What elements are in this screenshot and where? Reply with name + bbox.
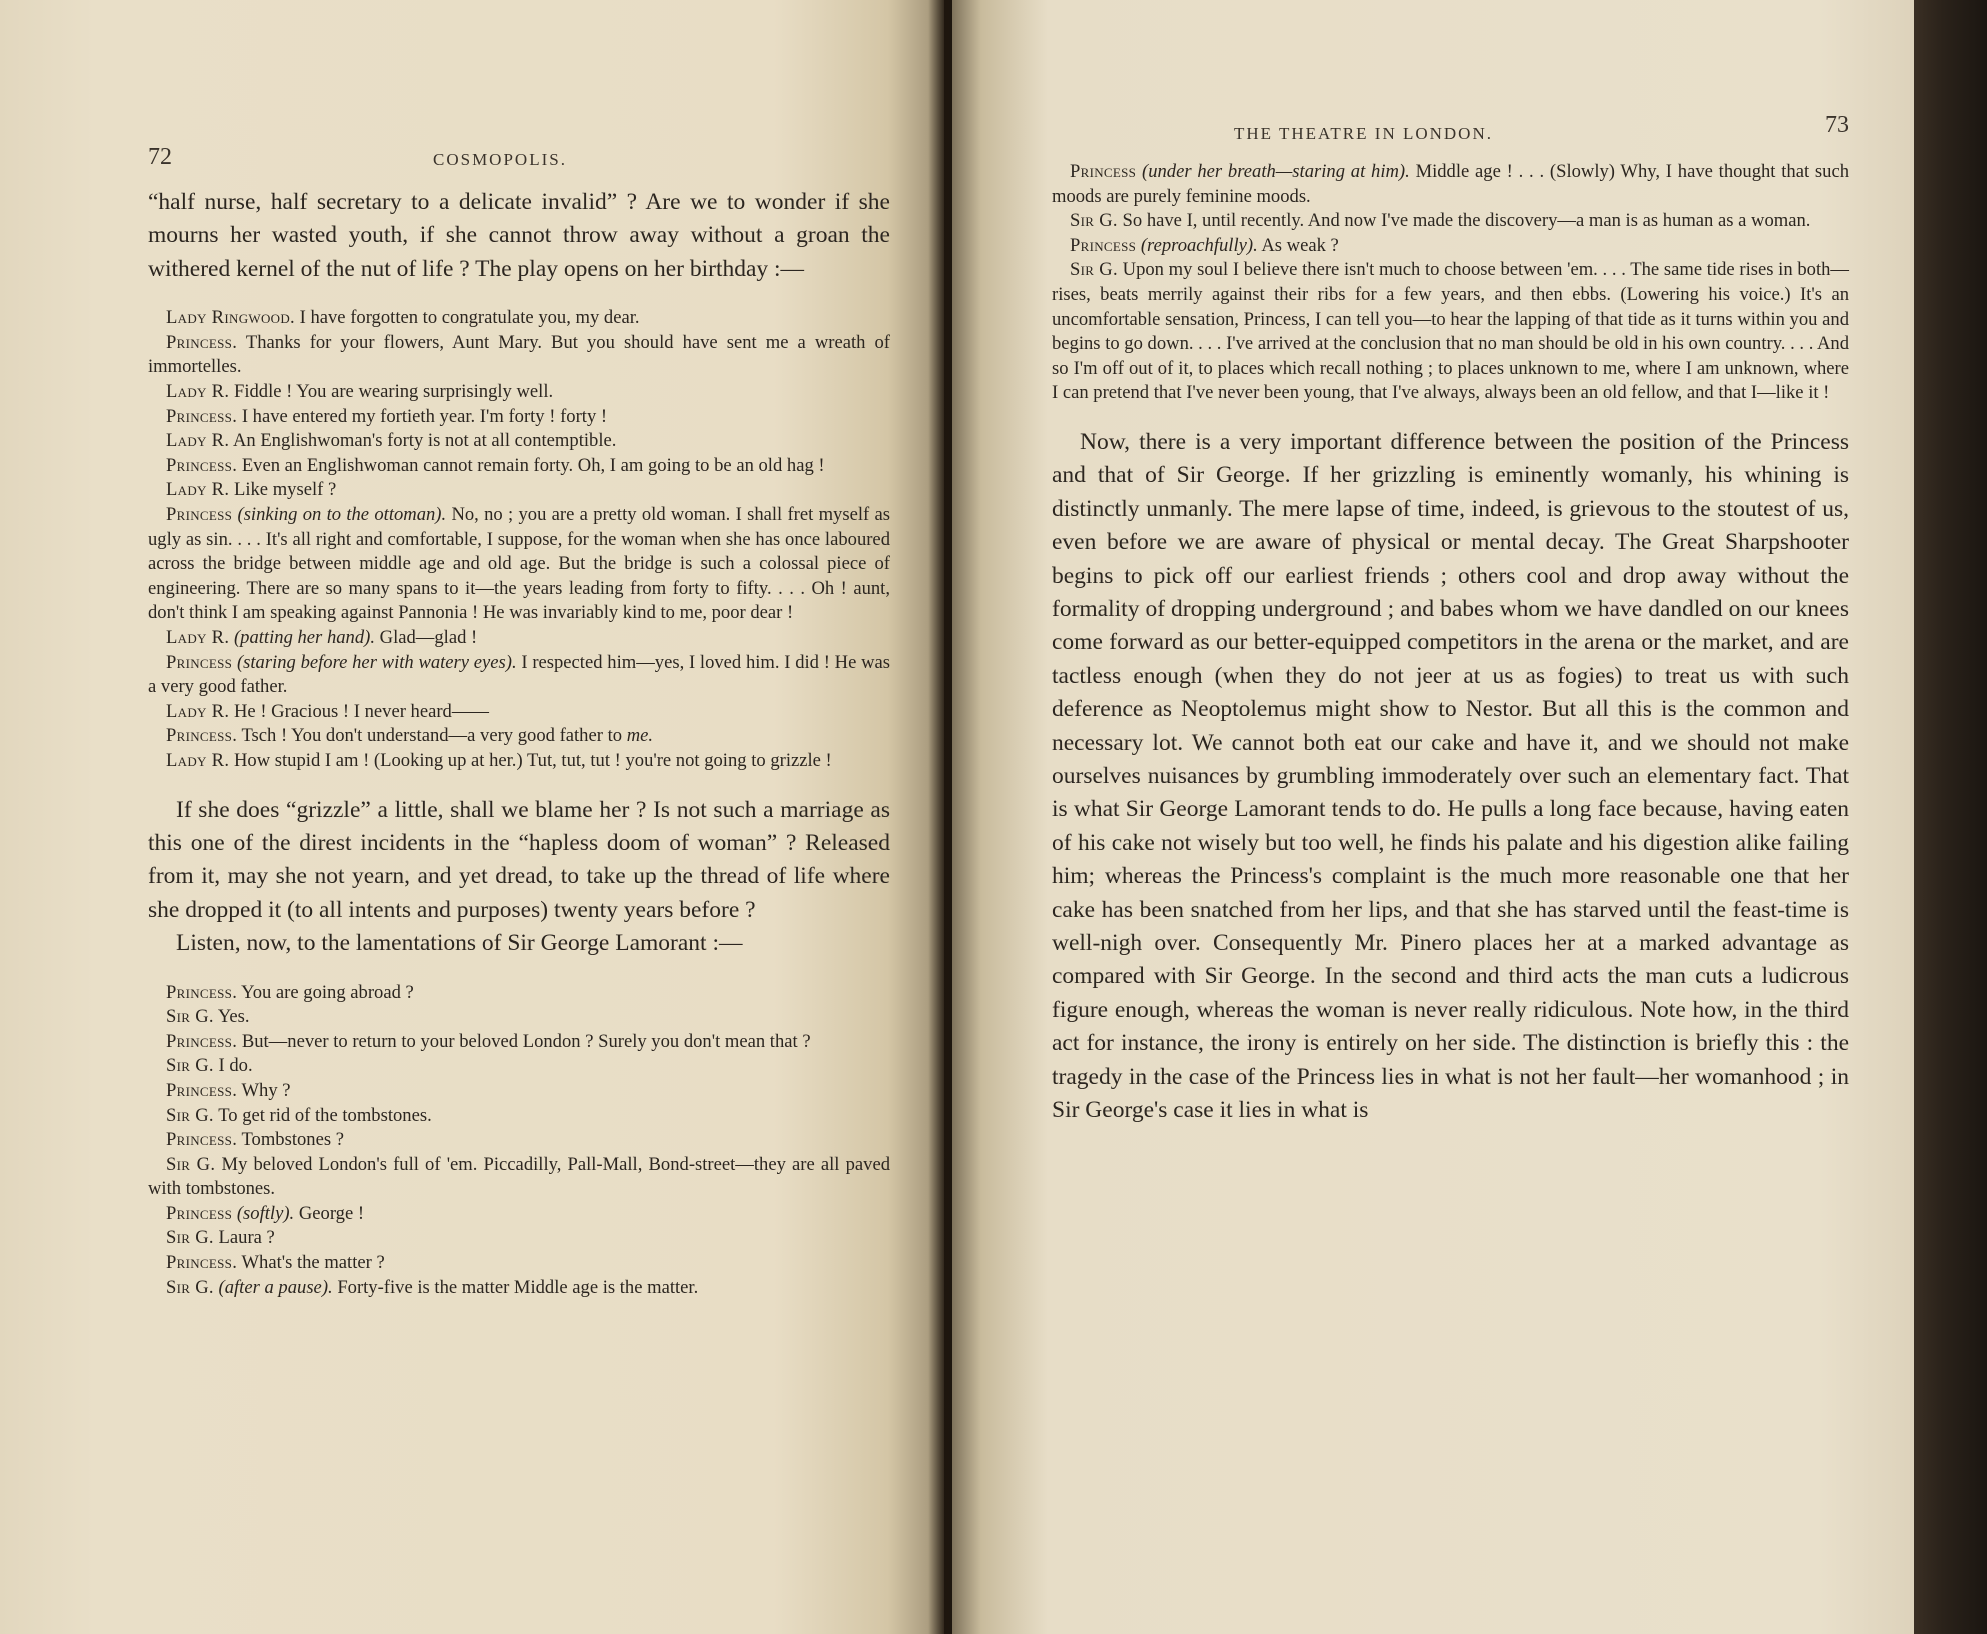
speaker-name: Princess. (166, 1030, 238, 1052)
spoken-text: What's the matter ? (241, 1252, 385, 1274)
spoken-text: I have forgotten to congratulate you, my dear. (299, 307, 640, 329)
spoken-text: I have entered my fortieth year. I'm forty ! forty ! (241, 405, 608, 427)
page-number: 73 (1825, 112, 1849, 138)
speaker-name: Lady R. (166, 381, 230, 402)
dialogue-block (148, 306, 890, 773)
speaker-name: Princess. (166, 405, 238, 427)
speaker-name: Sir G. (166, 1153, 216, 1175)
dialogue-line (1052, 234, 1849, 259)
spoken-text: An Englishwoman's forty is not at all contemptible. (232, 430, 617, 452)
spoken-text: Like myself ? (233, 479, 337, 501)
spoken-text: Yes. (217, 1006, 250, 1028)
spoken-text: Thanks for your flowers, Aunt Mary. But you should have sent me a wreath of immortelles. (148, 331, 891, 378)
speaker-name: Princess. (166, 1252, 238, 1274)
dialogue-block (1052, 160, 1849, 406)
spoken-text: Laura ? (218, 1227, 275, 1249)
left-page (0, 0, 944, 1634)
dialogue-line (148, 306, 890, 331)
spoken-text: You are going abroad ? (241, 981, 414, 1003)
speaker-name: Sir G. (166, 1055, 214, 1077)
spoken-text: I do. (218, 1055, 253, 1077)
dialogue-line (148, 503, 890, 626)
speaker-name: Sir G. (166, 1276, 214, 1298)
dialogue-line (148, 1202, 890, 1227)
stage-direction: (staring before her with watery eyes). (236, 651, 517, 673)
dialogue-line (1052, 209, 1849, 234)
spoken-text: So have I, until recently. And now I've made the discovery—a man is as human as a woman. (1122, 210, 1811, 232)
opening-prose (148, 186, 890, 286)
emphasis: me. (626, 725, 654, 747)
speaker-name: Princess. (166, 981, 238, 1003)
speaker-name: Princess (166, 1202, 233, 1224)
main-prose (1052, 426, 1849, 1128)
spoken-text: No, no ; you are a pretty old woman. I shall fret myself as ugly as sin. . . . It's all right and comfortable, I suppose, for the woman when she has once laboured across the bridge between middle age and old age. But the bridge is such a colossal piece of engineering. There are so many spans to it—the years leading from forty to fifty. . . . Oh ! aunt, don't think I am speaking against Pannonia ! He was invariably kind to me, poor dear ! (148, 503, 890, 624)
spoken-text: As weak ? (1261, 234, 1339, 256)
dialogue-line (148, 1104, 890, 1129)
spoken-text: Fiddle ! You are wearing surprisingly well. (233, 381, 554, 402)
dialogue-line (148, 478, 890, 503)
running-title: THE THEATRE IN LONDON. (1234, 124, 1493, 143)
spoken-text: I respected him—yes, I loved him. I did ! He was a very good father. (148, 651, 890, 698)
dialogue-line (148, 724, 890, 749)
speaker-name: Princess. (166, 331, 238, 353)
stage-direction: (patting her hand). (233, 626, 375, 648)
spoken-text: Tombstones ? (241, 1129, 344, 1151)
spoken-text: Middle age ! . . . (Slowly) Why, I have thought that such moods are purely feminine moods. (1052, 161, 1849, 207)
right-page (952, 0, 1914, 1634)
dialogue-line (148, 331, 890, 380)
speaker-name: Lady R. (166, 749, 230, 771)
spoken-text: Forty-five is the matter Middle age is the matter. (337, 1276, 699, 1298)
stage-direction: (reproachfully). (1140, 234, 1258, 256)
speaker-name: Lady Ringwood. (166, 307, 295, 329)
dialogue-line (148, 1128, 890, 1153)
dialogue-line (148, 700, 890, 725)
speaker-name: Lady R. (166, 430, 230, 452)
dialogue-line (148, 1251, 890, 1276)
stage-direction: (under her breath—staring at him). (1142, 161, 1410, 182)
speaker-name: Princess. (166, 725, 238, 747)
speaker-name: Princess. (166, 1129, 238, 1151)
speaker-name: Sir G. (1070, 210, 1118, 232)
speaker-name: Princess. (166, 454, 238, 476)
stage-direction: (sinking on to the ottoman). (237, 503, 447, 525)
paragraph: If she does “grizzle” a little, shall we blame her ? Is not such a marriage as this one of the direst incidents in the “hapless doom of woman” ? Released from it, may she not yearn, and yet dread, to take up the thread of life where she dropped it (to all intents and purposes) twenty years before ? (148, 796, 890, 923)
speaker-name: Sir G. (166, 1227, 214, 1249)
dialogue-block (148, 981, 890, 1301)
dialogue-line (148, 651, 890, 700)
dialogue-line (148, 380, 890, 405)
dialogue-line (148, 1153, 890, 1202)
paragraph: “half nurse, half secretary to a delicate invalid” ? Are we to wonder if she mourns her wasted youth, if she cannot throw away without a groan the withered kernel of the nut of life ? The play opens on her birthday :— (148, 189, 890, 282)
speaker-name: Princess (166, 651, 233, 673)
dialogue-line (148, 981, 890, 1006)
speaker-name: Sir G. (166, 1104, 214, 1126)
running-head-right (1052, 112, 1849, 160)
spoken-text: Tsch ! You don't understand—a very good father to (241, 725, 623, 747)
dialogue-line (148, 405, 890, 430)
spoken-text: How stupid I am ! (Looking up at her.) Tut, tut, tut ! you're not going to grizzle ! (233, 749, 832, 771)
dialogue-line (148, 1276, 890, 1301)
running-title: COSMOPOLIS. (433, 150, 567, 169)
paragraph: Now, there is a very important difference between the position of the Princess and that of Sir George. If her grizzling is eminently womanly, his whining is distinctly unmanly. The mere lapse of time, indeed, is grievous to the stoutest of us, even before we are aware of physical or mental decay. The Great Sharpshooter begins to pick off our earliest friends ; others cool and drop away without the formality of dropping underground ; and babes whom we have dandled on our knees come forward as our better-equipped competitors in the arena or the market, and are tactless enough (when they do not jeer at us as fogies) to treat us with such deference as Neoptolemus might show to Nestor. But all this is the common and necessary lot. We cannot both eat our cake and have it, and we should not make ourselves nuisances by grumbling immoderately over such an elementary fact. That is what Sir George Lamorant tends to do. He pulls a long face because, having eaten of his cake not wisely but too well, he finds his palate and his digestion alike failing him; whereas the Princess's complaint is the much more reasonable one that her cake has been snatched from her lips, and that she has starved until the feast-time is well-nigh over. Consequently Mr. Pinero places her at a marked advantage as compared with Sir George. In the second and third acts the man cuts a ludicrous figure enough, whereas the woman is never really ridiculous. Note how, in the third act for instance, the irony is entirely on her side. The distinction is briefly this : the tragedy in the case of the Princess lies in what is not her fault—her womanhood ; in Sir George's case it lies in what is (1052, 428, 1849, 1124)
dialogue-line (148, 1226, 890, 1251)
dialogue-line (1052, 258, 1849, 406)
book-edge (1914, 0, 1987, 1634)
speaker-name: Princess (1070, 234, 1137, 256)
spoken-text: My beloved London's full of 'em. Piccadilly, Pall-Mall, Bond-street—they are all paved with tombstones. (148, 1153, 890, 1200)
stage-direction: (softly). (236, 1202, 295, 1224)
speaker-name: Princess. (166, 1079, 238, 1101)
dialogue-line (148, 626, 890, 651)
spoken-text: He ! Gracious ! I never heard—— (233, 700, 490, 722)
dialogue-line (1052, 160, 1849, 209)
dialogue-line (148, 1005, 890, 1030)
dialogue-line (148, 1030, 890, 1055)
stage-direction: (after a pause). (218, 1276, 333, 1298)
middle-prose (148, 794, 890, 961)
speaker-name: Princess (1070, 161, 1137, 182)
page-number: 72 (148, 144, 172, 170)
dialogue-line (148, 1079, 890, 1104)
speaker-name: Lady R. (166, 479, 230, 501)
speaker-name: Sir G. (166, 1006, 214, 1028)
running-head-left (148, 144, 890, 184)
spoken-text: George ! (298, 1202, 365, 1224)
spoken-text: But—never to return to your beloved London ? Surely you don't mean that ? (241, 1030, 811, 1052)
speaker-name: Princess (166, 503, 233, 525)
spoken-text: To get rid of the tombstones. (218, 1104, 432, 1126)
spoken-text: Upon my soul I believe there isn't much to choose between 'em. . . . The same tide rises in both—rises, beats merrily against their ribs for a few years, and then ebbs. (Lowering his voice.) It's an uncomfortable sensation, Princess, I can tell you—to hear the lapping of that tide as it turns within you and begins to go down. . . . I've arrived at the conclusion that no man should be old in his own country. . . . And so I'm off out of it, to places which recall nothing ; to places unknown to me, where I am unknown, where I can pretend that I've never been young, that I've always, always been an old fellow, and that I—like it ! (1052, 259, 1850, 404)
spoken-text: Even an Englishwoman cannot remain forty. Oh, I am going to be an old hag ! (241, 454, 825, 476)
dialogue-line (148, 1054, 890, 1079)
speaker-name: Sir G. (1070, 259, 1118, 281)
paragraph: Listen, now, to the lamentations of Sir George Lamorant :— (176, 930, 743, 957)
dialogue-line (148, 749, 890, 774)
dialogue-line (148, 454, 890, 479)
speaker-name: Lady R. (166, 700, 230, 722)
spoken-text: Glad—glad ! (379, 626, 478, 648)
dialogue-line (148, 429, 890, 454)
spoken-text: Why ? (241, 1079, 291, 1101)
speaker-name: Lady R. (166, 626, 230, 648)
